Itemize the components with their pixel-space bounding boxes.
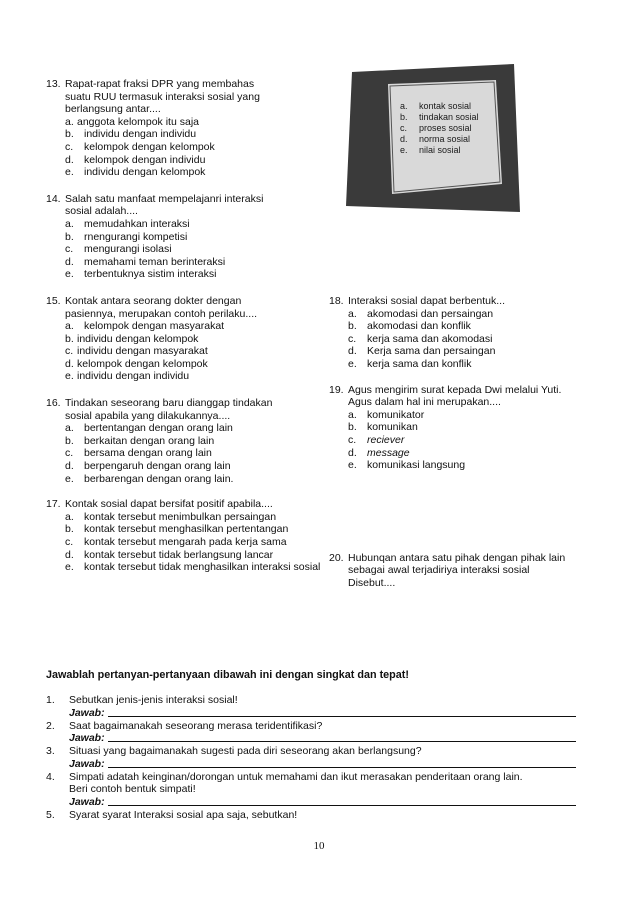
sketch-option-letter: b.	[400, 112, 408, 122]
option-letter: c.	[65, 243, 74, 256]
option-text: berpengaruh dengan orang lain	[84, 460, 231, 473]
question-stem	[348, 384, 589, 409]
option-letter: c.	[65, 140, 74, 153]
essay-text-line: Syarat syarat Interaksi sosial apa saja, sebutkan!	[69, 808, 298, 821]
answer-option	[348, 459, 589, 472]
answer-option	[65, 435, 321, 448]
sketch-options-list	[400, 101, 479, 156]
stem-line: Tindakan seseorang baru dianggap tindakan	[65, 397, 273, 410]
option-text: terbentuknya sistim interaksi	[84, 268, 217, 281]
answer-option	[65, 561, 321, 574]
essay-question-number: 4.	[46, 770, 55, 783]
question-stem	[65, 295, 321, 320]
question-stem	[348, 552, 589, 590]
option-letter: b.	[65, 230, 74, 243]
essay-question-number: 5.	[46, 808, 55, 821]
option-letter: b.	[65, 434, 74, 447]
sketch-option	[400, 145, 479, 156]
question-number: 18.	[329, 295, 344, 307]
essay-text-line: Sebutkan jenis-jenis interaksi sosial!	[69, 694, 238, 706]
option-text: berbarengan dengan orang lain.	[84, 472, 234, 485]
option-text: komunikator	[367, 408, 425, 421]
option-text: kerja sama dan akomodasi	[367, 332, 493, 345]
stem-line: sosial apabila yang dilakukannya....	[65, 409, 231, 422]
question-15	[46, 295, 321, 383]
sketch-option	[400, 101, 479, 112]
option-letter: d.	[65, 357, 74, 370]
stem-line: Interaksi sosial dapat berbentuk...	[348, 295, 506, 307]
question-number: 14.	[46, 192, 61, 205]
stem-line: suatu RUU termasuk interaksi sosial yang	[65, 90, 260, 103]
answer-option	[65, 256, 321, 269]
option-letter: a.	[65, 115, 74, 128]
sketch-option-text: tindakan sosial	[419, 112, 479, 122]
essay-question-number: 2.	[46, 719, 55, 732]
question-number: 19.	[329, 383, 344, 396]
essay-question-5	[46, 809, 576, 822]
stem-line: Kontak antara seorang dokter dengan	[65, 294, 242, 307]
stem-line: Hubunqan antara satu pihak dengan pihak lain	[348, 551, 566, 564]
essay-question-text	[69, 694, 576, 707]
answer-option	[65, 166, 321, 179]
option-letter: e.	[348, 357, 357, 370]
question-stem	[348, 295, 589, 308]
answer-option	[65, 116, 321, 129]
stem-line: pasiennya, merupakan contoh perilaku....	[65, 307, 258, 320]
page-number: 10	[313, 840, 325, 852]
option-letter: b.	[65, 332, 74, 345]
question-18	[329, 295, 589, 371]
option-letter: c.	[65, 447, 74, 460]
answer-row	[69, 758, 576, 771]
option-text: Kerja sama dan persaingan	[367, 345, 496, 358]
sketch-option-letter: e.	[400, 145, 408, 155]
answer-option	[65, 511, 321, 524]
stem-line: sebagai awal terjadiriya interaksi sosial	[348, 564, 530, 577]
question-number: 13.	[46, 78, 61, 90]
option-text: reciever	[367, 433, 405, 446]
sketch-option-letter: c.	[400, 123, 408, 133]
essay-question-text	[69, 771, 576, 796]
answer-option	[65, 320, 321, 333]
right-column	[329, 295, 589, 590]
question-number: 16.	[46, 397, 61, 410]
question-number: 17.	[46, 498, 61, 511]
answer-label: Jawab:	[69, 795, 105, 808]
option-text: akomodasi dan persaingan	[367, 307, 494, 320]
answer-label: Jawab:	[69, 732, 105, 745]
answer-option	[65, 460, 321, 473]
stem-line: Rapat-rapat fraksi DPR yang membahas	[65, 78, 255, 90]
option-letter: d.	[65, 548, 74, 561]
option-text: kontak tersebut tidak menghasilkan interaksi sosial	[84, 561, 321, 574]
option-text: komunikasi langsung	[367, 459, 466, 472]
option-letter: a.	[348, 408, 357, 421]
answer-option	[65, 218, 321, 231]
answer-label: Jawab:	[69, 757, 105, 770]
stem-line: sosial adalah....	[65, 205, 138, 218]
essay-question-4	[46, 771, 576, 809]
option-letter: c.	[65, 536, 74, 548]
option-letter: e.	[65, 561, 74, 574]
question-19	[329, 384, 589, 472]
option-letter: b.	[65, 523, 74, 536]
option-text: mengurangi isolasi	[84, 243, 172, 256]
option-text: kontak tersebut mengarah pada kerja sama	[84, 536, 287, 548]
option-text: individu dengan individu	[77, 370, 190, 383]
option-letter: d.	[65, 153, 74, 166]
essay-question-3	[46, 745, 576, 771]
sketch-option-text: proses sosial	[419, 123, 472, 133]
essay-question-2	[46, 720, 576, 746]
stem-line: Agus dalam hal ini merupakan....	[348, 396, 501, 409]
answer-line-field[interactable]	[108, 732, 576, 742]
option-text: individu dengan kelompok	[77, 332, 199, 345]
option-letter: d.	[348, 345, 357, 358]
essay-question-number: 3.	[46, 745, 55, 758]
option-letter: e.	[348, 459, 357, 472]
answer-option	[348, 409, 589, 422]
essay-question-text	[69, 809, 576, 822]
option-text: individu dengan kelompok	[84, 166, 206, 179]
option-letter: b.	[348, 421, 357, 434]
question-14	[46, 193, 321, 281]
left-column	[46, 78, 321, 574]
option-text: kelompok dengan kelompok	[77, 357, 208, 370]
option-text: kerja sama dan konflik	[367, 357, 472, 370]
option-text: individu dengan individu	[84, 128, 197, 141]
essay-text-line: Beri contoh bentuk simpati!	[69, 783, 196, 796]
question-stem	[65, 78, 321, 116]
answer-option	[348, 434, 589, 447]
essay-text-line: Simpati adatah keinginan/dorongan untuk memahami dan ikut merasakan penderitaan orang lain.	[69, 770, 523, 783]
question-16	[46, 397, 321, 485]
sketch-option-text: nilai sosial	[419, 145, 461, 155]
option-text: kelompok dengan kelompok	[84, 140, 215, 153]
option-text: rnengurangi kompetisi	[84, 230, 188, 243]
option-text: kontak tersebut menimbulkan persaingan	[84, 510, 277, 523]
option-text: akomodasi dan konflik	[367, 320, 471, 333]
answer-row	[69, 707, 576, 720]
answer-row	[69, 796, 576, 809]
question-13	[46, 78, 321, 179]
answer-option	[65, 243, 321, 256]
sketch-option	[400, 134, 479, 145]
option-text: anggota kelompok itu saja	[77, 115, 199, 128]
answer-option	[348, 358, 589, 371]
sketch-option-letter: d.	[400, 134, 408, 144]
option-text: kontak tersebut tidak berlangsung lancar	[84, 548, 274, 561]
option-text: memahami teman berinteraksi	[84, 255, 226, 268]
answer-option	[65, 447, 321, 460]
answer-option	[348, 345, 589, 358]
sketch-option-text: kontak sosial	[419, 101, 472, 111]
answer-option	[348, 333, 589, 346]
option-letter: c.	[348, 332, 357, 345]
question-stem	[65, 397, 321, 422]
option-text: berkaitan dengan orang lain	[84, 434, 215, 447]
option-text: individu dengan masyarakat	[77, 345, 208, 358]
answer-option	[348, 320, 589, 333]
answer-option	[65, 473, 321, 486]
option-text: bertentangan dengan orang lain	[84, 422, 233, 435]
option-text: memudahkan interaksi	[84, 217, 190, 230]
sketch-option	[400, 123, 479, 134]
answer-option	[348, 447, 589, 460]
answer-option	[65, 231, 321, 244]
essay-question-text	[69, 745, 576, 758]
answer-option	[65, 154, 321, 167]
question-17	[46, 498, 321, 574]
essay-instructions: Jawablah pertanyan-pertanyaan dibawah ini dengan singkat dan tepat!	[46, 669, 409, 681]
question-stem	[65, 498, 321, 511]
sketch-option-text: norma sosial	[419, 134, 471, 144]
stem-line: Agus mengirim surat kepada Dwi melalui Yuti.	[348, 383, 562, 396]
option-letter: a.	[65, 217, 74, 230]
answer-option	[65, 549, 321, 562]
sketch-option	[400, 112, 479, 123]
essay-question-1	[46, 694, 576, 720]
question-number: 15.	[46, 294, 61, 307]
essay-questions	[46, 694, 576, 822]
option-letter: a.	[65, 510, 74, 523]
answer-option	[65, 128, 321, 141]
option-letter: a.	[65, 422, 74, 435]
stem-line: Salah satu manfaat mempelajanri interaksi	[65, 192, 264, 205]
answer-line-field[interactable]	[108, 796, 576, 806]
answer-option	[65, 333, 321, 346]
essay-text-line: Situasi yang bagaimanakah sugesti pada diri seseorang akan berlangsung?	[69, 745, 422, 758]
stem-line: berlangsung antar....	[65, 103, 161, 116]
option-text: bersama dengan orang lain	[84, 447, 212, 460]
option-letter: a.	[348, 307, 357, 320]
answer-option	[65, 536, 321, 549]
option-letter: d.	[65, 460, 74, 473]
question-stem	[65, 193, 321, 218]
option-text: kelompok dengan individu	[84, 153, 206, 166]
answer-option	[65, 422, 321, 435]
option-text: kelompok dengan masyarakat	[84, 320, 225, 333]
option-text: kontak tersebut menghasilkan pertentangan	[84, 523, 289, 536]
stem-line: Kontak sosial dapat bersifat positif apabila....	[65, 498, 273, 511]
answer-option	[65, 523, 321, 536]
essay-text-line: Saat bagaimanakah seseorang merasa teridentifikasi?	[69, 719, 323, 732]
option-letter: a.	[65, 320, 74, 333]
option-letter: b.	[65, 128, 74, 141]
option-letter: d.	[65, 255, 74, 268]
sketch-option-letter: a.	[400, 101, 408, 111]
essay-question-text	[69, 720, 576, 733]
question-number: 20.	[329, 551, 344, 564]
option-letter: b.	[348, 320, 357, 333]
option-text: message	[367, 446, 410, 459]
option-letter: e.	[65, 472, 74, 485]
answer-row	[69, 732, 576, 745]
stem-line: Disebut....	[348, 576, 396, 589]
answer-option	[65, 268, 321, 281]
answer-line-field[interactable]	[108, 758, 576, 768]
answer-line-field[interactable]	[108, 707, 576, 717]
answer-option	[65, 370, 321, 383]
answer-label: Jawab:	[69, 706, 105, 719]
essay-question-number: 1.	[46, 694, 55, 706]
question-20	[329, 552, 589, 590]
answer-option	[65, 345, 321, 358]
option-letter: c.	[348, 433, 357, 446]
answer-option	[65, 358, 321, 371]
option-letter: d.	[348, 446, 357, 459]
option-letter: e.	[65, 166, 74, 179]
answer-option	[65, 141, 321, 154]
option-letter: c.	[65, 345, 74, 358]
option-text: komunikan	[367, 421, 418, 434]
option-letter: e.	[65, 268, 74, 281]
option-letter: e.	[65, 370, 74, 383]
answer-option	[348, 421, 589, 434]
answer-option	[348, 308, 589, 321]
